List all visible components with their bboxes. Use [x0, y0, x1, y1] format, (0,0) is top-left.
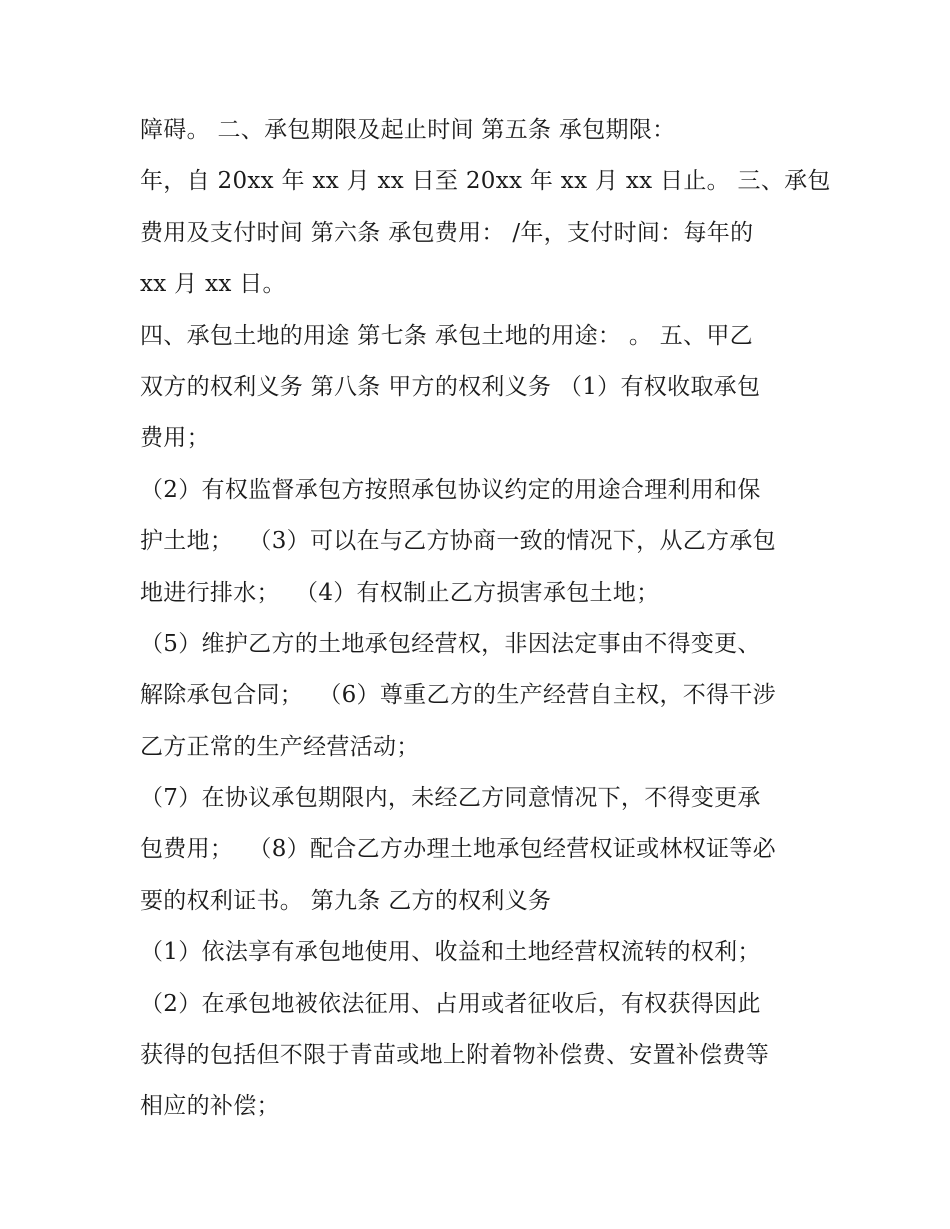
text-line: （7）在协议承包期限内，未经乙方同意情况下，不得变更承 — [140, 785, 761, 812]
text-line: 乙方正常的生产经营活动； — [140, 733, 420, 760]
text-line: 解除承包合同； （6）尊重乙方的生产经营自主权，不得干涉 — [140, 682, 776, 709]
text-line: 双方的权利义务 第八条 甲方的权利义务 （1）有权收取承包 — [140, 373, 761, 400]
text-line: 年，自 20xx 年 xx 月 xx 日至 20xx 年 xx 月 xx 日止。 三、承包 — [140, 168, 831, 195]
text-line: （5）维护乙方的土地承包经营权，非因法定事由不得变更、 — [140, 630, 761, 657]
text-line: 相应的补偿； — [140, 1093, 280, 1120]
text-line: 包费用； （8）配合乙方办理土地承包经营权证或林权证等必 — [140, 836, 776, 863]
text-line: 费用； — [140, 425, 210, 452]
text-line: （2）在承包地被依法征用、占用或者征收后，有权获得因此 — [140, 990, 761, 1017]
text-line: 障碍。 二、承包期限及起止时间 第五条 承包期限： — [140, 117, 676, 143]
text-line: 地进行排水； （4）有权制止乙方损害承包土地； — [140, 579, 660, 606]
text-line: 费用及支付时间 第六条 承包费用： /年，支付时间：每年的 — [140, 219, 754, 246]
text-line: 护土地； （3）可以在与乙方协商一致的情况下，从乙方承包 — [140, 528, 776, 555]
body-text — [140, 105, 840, 1133]
text-line: （2）有权监督承包方按照承包协议约定的用途合理利用和保 — [140, 476, 761, 503]
text-line: 四、承包土地的用途 第七条 承包土地的用途： 。 五、甲乙 — [140, 322, 753, 349]
text-line: 获得的包括但不限于青苗或地上附着物补偿费、安置补偿费等 — [140, 1042, 770, 1069]
text-line: xx 月 xx 日。 — [140, 271, 286, 298]
text-line: （1）依法享有承包地使用、收益和土地经营权流转的权利； — [140, 939, 761, 966]
text-line: 要的权利证书。 第九条 乙方的权利义务 — [140, 887, 552, 914]
